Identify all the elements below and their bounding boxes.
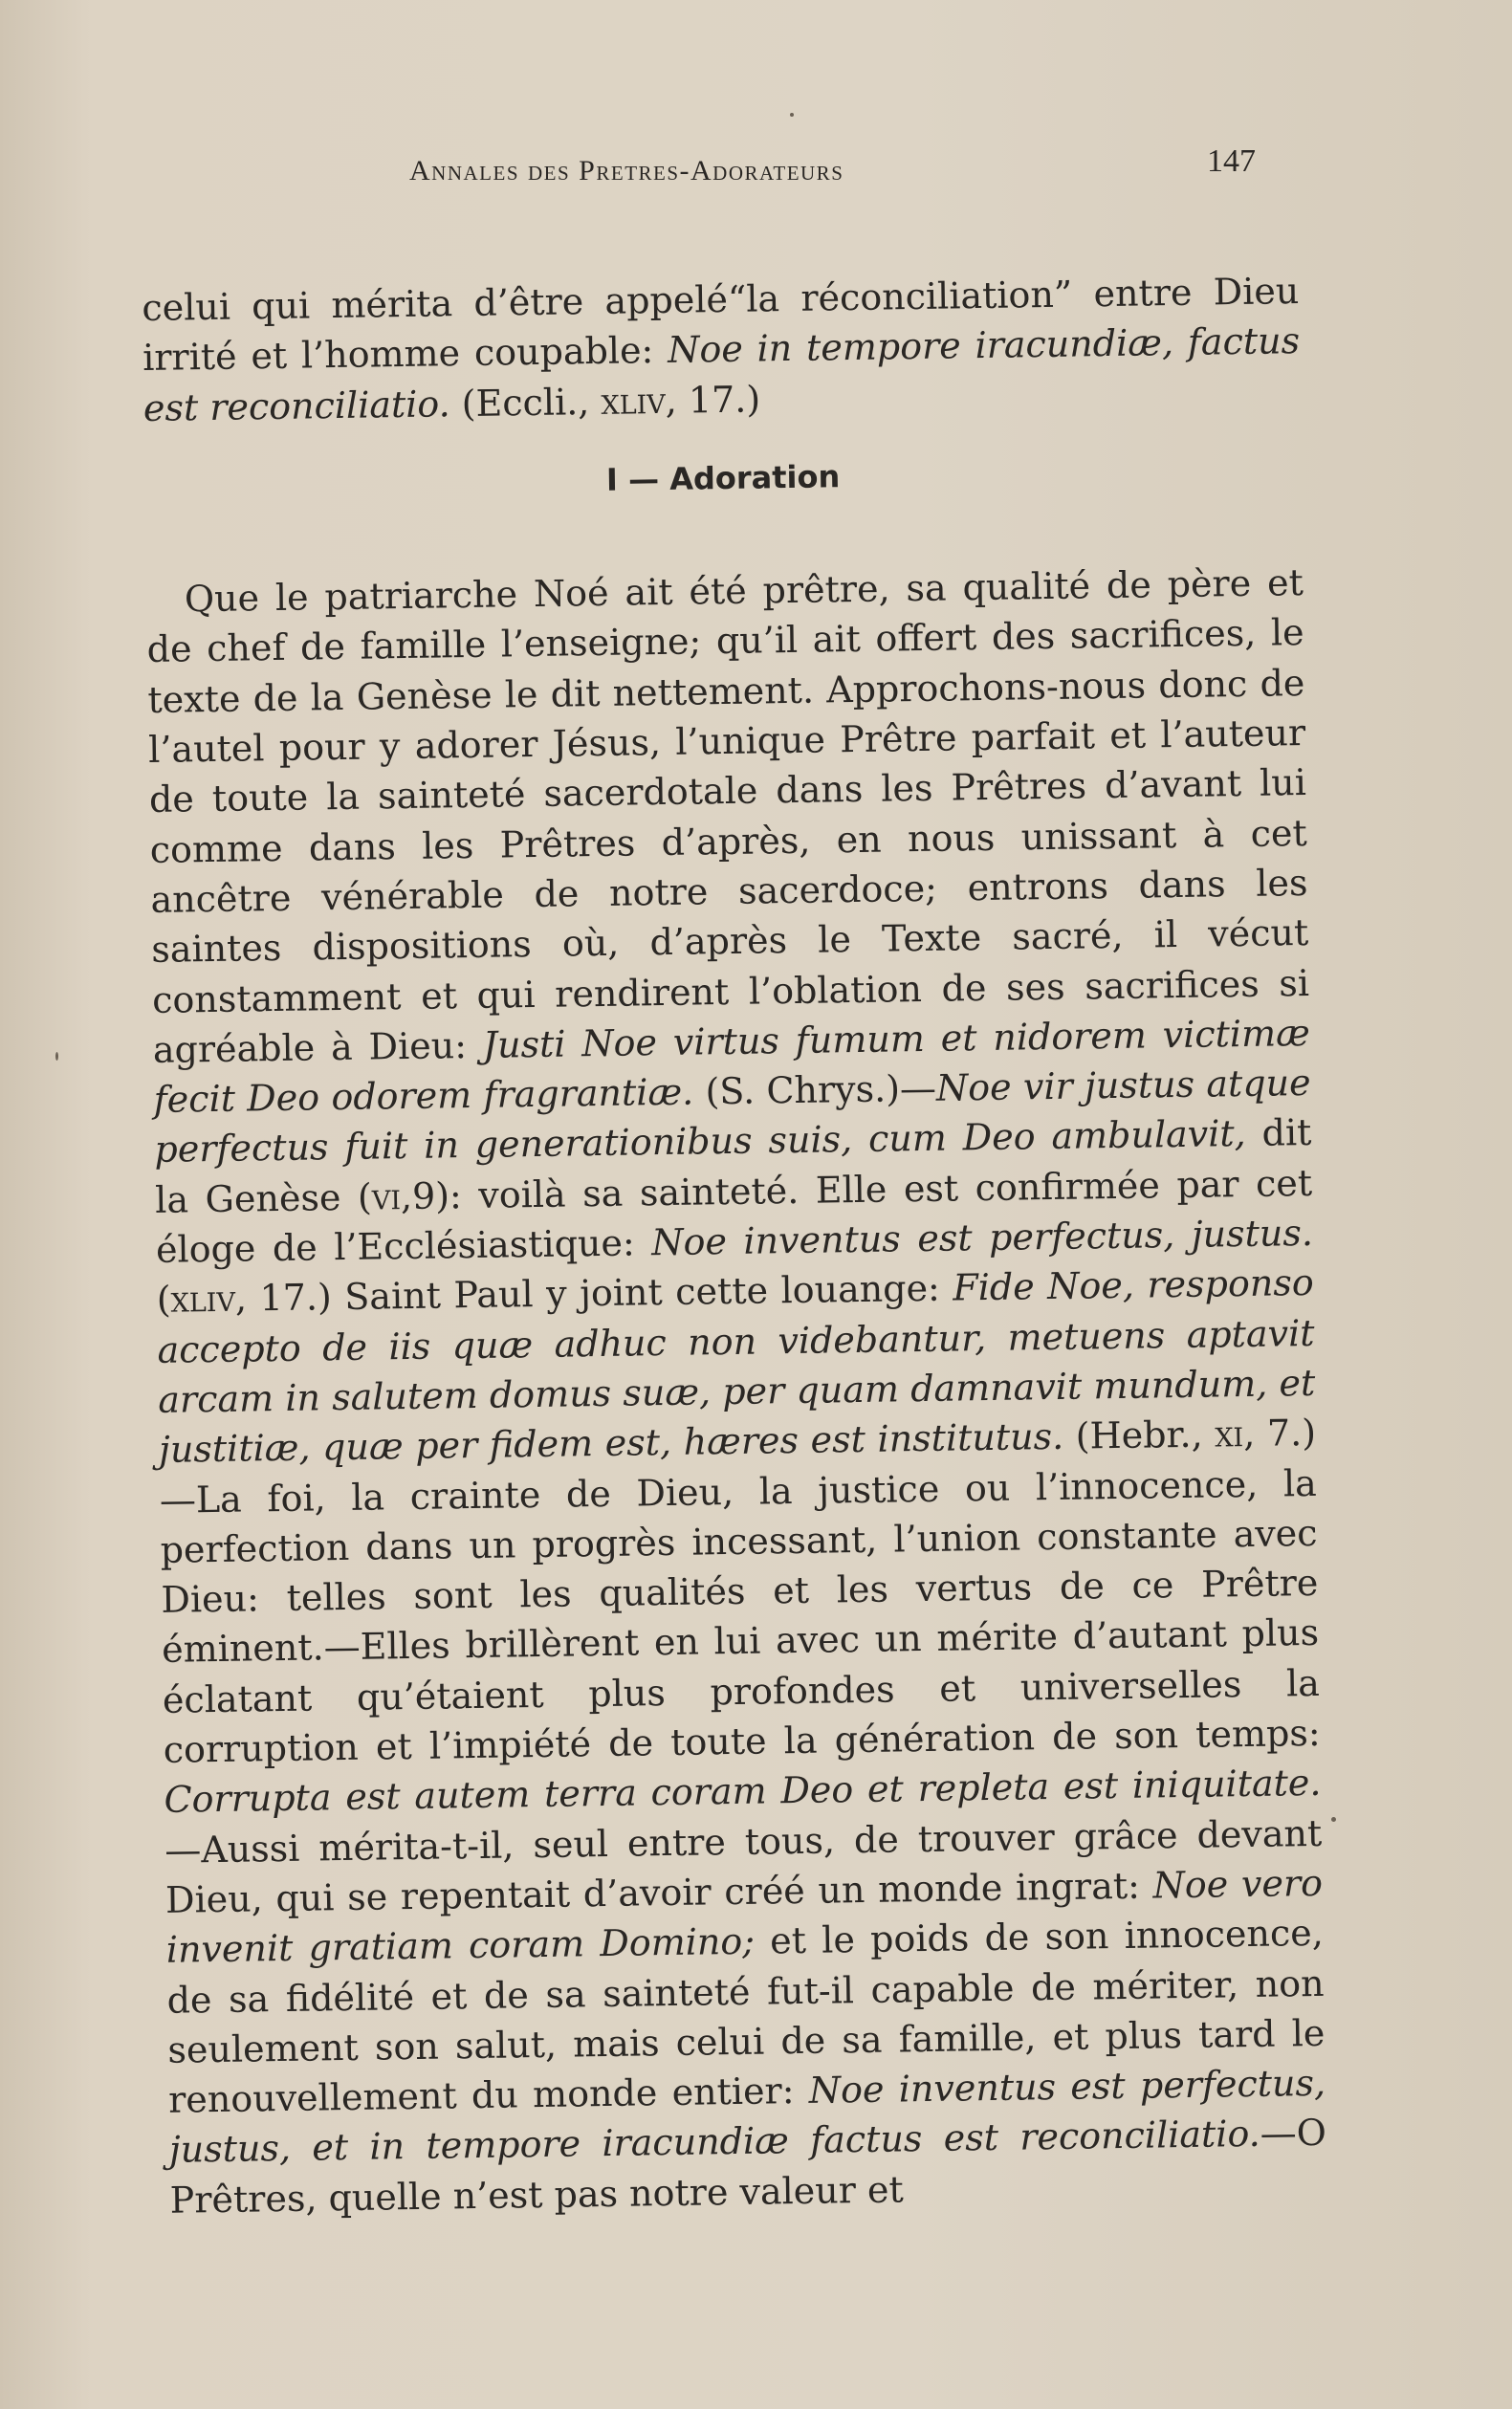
text-run: ,9): voilà sa sainteté. Elle est confirmée par cet éloge de l’Ecclésiastique:	[155, 1161, 1313, 1271]
paragraph-adoration	[146, 558, 1327, 2225]
paper-speck	[790, 113, 794, 117]
latin-quote: Noe inventus est perfectus, justus.	[650, 1211, 1314, 1264]
text-run: —Aussi mérita-t-il, seul entre tous, de trouver grâce devant Dieu, qui se repentait d’avoir créé un monde ingrat:	[164, 1811, 1323, 1921]
text-run: (Eccli.,	[449, 380, 602, 425]
latin-quote: Noe vero invenit gratiam coram Domino;	[165, 1861, 1324, 1972]
latin-quote: Fide Noe, responso accepto de iis quæ adhuc non videbantur, metuens aptavit arcam in salutem domus suæ, per quam damnavit mundum, et justitiæ, quæ per fidem est, hæres est institutus.	[157, 1261, 1316, 1472]
text-run: , 7.)—La foi, la crainte de Dieu, la justice ou l’innocence, la perfection dans un progrès incessant, l’union constante avec Dieu: telles sont les qualités et les vertus de ce Prêtre éminent.—Elles brillèrent en lui avec un mérite d’autant plus éclatant qu’étaient plus profondes et universelles la corruption et l’impiété de toute la génération de son temps:	[159, 1412, 1321, 1771]
body-text	[142, 266, 1327, 2225]
chapter-numeral: xi	[1214, 1413, 1244, 1456]
text-run: , 17.)	[665, 378, 761, 422]
paragraph-continued	[142, 266, 1301, 433]
chapter-numeral: xliv	[601, 379, 667, 423]
text-run: dit la Genèse (	[154, 1111, 1312, 1221]
text-run: , 17.) Saint Paul y joint cette louange:	[234, 1266, 953, 1321]
text-run: Que le patriarche Noé ait été prêtre, sa qualité de père et de chef de famille l’enseigne; qu’il ait offert des sacrifices, le texte de la Genèse le dit nettement. Approchons-nous donc de l’autel pour y adorer Jésus, l’unique Prêtre parfait et l’auteur de toute la sainteté sacerdotale dans les Prêtres d’avant lui comme dans les Prêtres d’après, en nous unissant à cet ancêtre vénérable de notre sacerdoce; entrons dans les saintes dispositions où, d’après le Texte sacré, il vécut constamment et qui rendirent l’oblation de ses sacrifices si agréable à Dieu:	[146, 561, 1310, 1071]
running-title: Annales des Pretres-Adorateurs	[409, 155, 844, 186]
section-heading: I — Adoration	[605, 458, 841, 498]
text-run: (S. Chrys.)—	[692, 1066, 937, 1113]
latin-quote: Justi Noe virtus fumum et nidorem victimæ fecit Deo odorem fragrantiæ.	[153, 1011, 1311, 1122]
page-number: 147	[1207, 143, 1256, 179]
latin-quote: Noe inventus est perfectus, justus, et in tempore iracundiæ factus est reconciliatio.	[168, 2061, 1326, 2172]
paper-speck	[1331, 1817, 1336, 1822]
chapter-numeral: xliv	[170, 1278, 236, 1322]
latin-quote: Corrupta est autem terra coram Deo et repleta est iniquitate.	[164, 1762, 1322, 1822]
latin-quote: Noe vir justus atque perfectus fuit in generationibus suis, cum Deo ambulavit,	[154, 1062, 1311, 1172]
latin-quote: Noe in tempore iracundiæ, factus est reconciliatio.	[142, 319, 1301, 429]
text-run: (Hebr.,	[1063, 1413, 1216, 1458]
text-run: (	[156, 1279, 171, 1322]
paper-speck	[55, 1052, 58, 1061]
chapter-numeral: vi	[371, 1174, 402, 1218]
text-run: et le poids de son innocence, de sa fidélité et de sa sainteté fut-il capable de mériter, non seulement son salut, mais celui de sa famille, et plus tard le renouvellement du monde entier:	[166, 1912, 1326, 2121]
text-run: celui qui mérita d’être appelé“la réconciliation” entre Dieu irrité et l’homme coupable:	[142, 270, 1300, 380]
text-run: —O Prêtres, quelle n’est pas notre valeur et	[169, 2112, 1327, 2222]
